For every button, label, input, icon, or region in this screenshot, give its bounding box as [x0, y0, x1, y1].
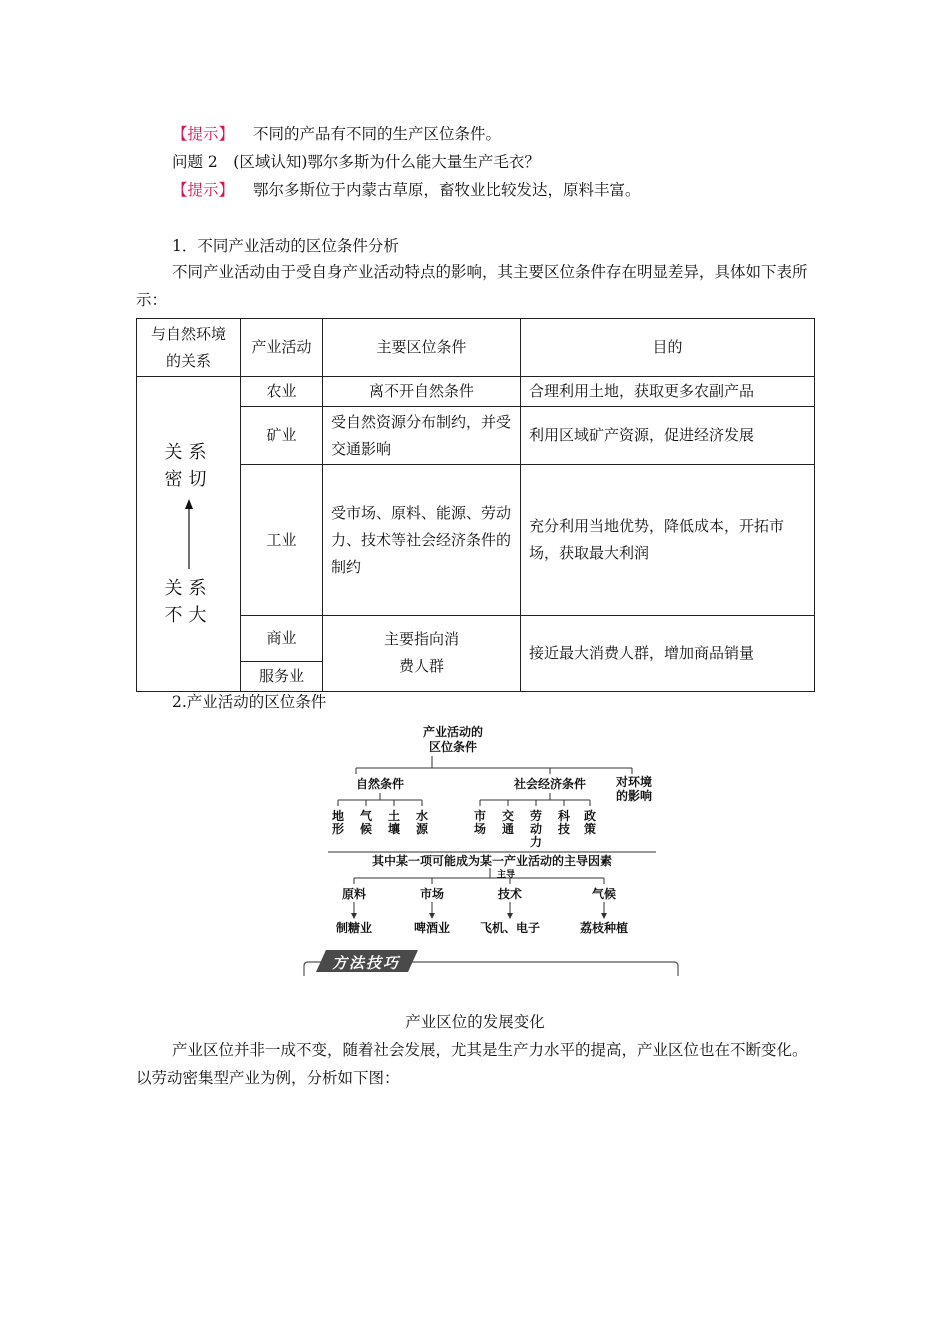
diagram-natural-item: 形: [331, 822, 345, 836]
diagram-social-item: 技: [557, 822, 571, 836]
tip-tag: 【提示】: [172, 181, 235, 199]
diagram-env-line-2: 的影响: [615, 789, 653, 803]
relation-bottom: 关系不大: [164, 578, 213, 627]
diagram-social-item: 策: [583, 822, 597, 836]
section-3-paragraph: 产业区位并非一成不变，随着社会发展，尤其是生产力水平的提高，产业区位也在不断变化。 以劳动密集型产业为例，分析如下图：: [136, 1041, 816, 1087]
row-agriculture-conditions: 离不开自然条件: [323, 377, 521, 407]
diagram-natural: 自然条件: [355, 777, 405, 791]
diagram-natural-item: 壤: [387, 822, 401, 836]
diagram-natural-item: 地: [331, 809, 345, 823]
section-2-title: 2.产业活动的区位条件: [172, 693, 327, 711]
diagram-social-item: 力: [529, 835, 543, 849]
location-conditions-table: [136, 318, 815, 692]
diagram-factor: 原料: [341, 887, 367, 901]
diagram-natural-item: 水: [415, 809, 429, 823]
tip-text: 不同的产品有不同的生产区位条件。: [252, 125, 501, 143]
diagram-dominant-label: 主导: [496, 870, 516, 880]
diagram-social-item: 场: [473, 822, 487, 836]
diagram-natural-item: 源: [415, 822, 429, 836]
row-mining-purpose: 利用区域矿产资源，促进经济发展: [521, 407, 815, 465]
row-industry-conditions: 受市场、原料、能源、劳动力、技术等社会经济条件的制约: [323, 465, 521, 615]
diagram-natural-item: 土: [387, 809, 401, 823]
row-mining-activity: 矿业: [241, 407, 323, 465]
row-industry-activity: 工业: [241, 465, 323, 615]
diagram-factor: 技术: [497, 887, 523, 901]
diagram-industry: 啤酒业: [413, 921, 451, 935]
relation-scale-cell: [137, 377, 241, 692]
header-purpose: 目的: [521, 319, 815, 377]
row-commerce-activity: 商业: [241, 615, 323, 661]
section-1-title: 1．不同产业活动的区位条件分析: [172, 237, 399, 255]
row-commerce-conditions: [323, 615, 521, 691]
diagram-root-line-2: 区位条件: [428, 740, 478, 754]
row-service-activity: 服务业: [241, 661, 323, 691]
header-activity: 产业活动: [241, 319, 323, 377]
method-tips-banner: [300, 946, 682, 982]
tip-1: [172, 124, 501, 144]
row-commerce-purpose: 接近最大消费人群，增加商品销量: [521, 615, 815, 691]
relation-top: 关系密切: [164, 442, 213, 491]
section-3-title: 产业区位的发展变化: [405, 1013, 545, 1031]
diagram-social-item: 市: [473, 809, 487, 823]
diagram-social-item: 通: [501, 822, 515, 836]
commerce-conditions-text: 主要指向消费人群: [383, 630, 459, 676]
diagram-industry: 飞机、电子: [479, 921, 541, 935]
diagram-social-item: 劳: [529, 809, 543, 823]
tip-text: 鄂尔多斯位于内蒙古草原，畜牧业比较发达，原料丰富。: [252, 181, 641, 199]
row-agriculture-purpose: 合理利用土地，获取更多农副产品: [521, 377, 815, 407]
diagram-natural-item: 候: [359, 822, 373, 836]
diagram-industry: 制糖业: [335, 921, 373, 935]
diagram-arrows: [354, 902, 604, 914]
diagram-social: 社会经济条件: [513, 777, 587, 791]
header-relation: 与自然环境的关系: [137, 319, 241, 377]
row-industry-purpose: 充分利用当地优势，降低成本，开拓市场，获取最大利润: [521, 465, 815, 615]
diagram-natural-item: 气: [359, 809, 373, 823]
diagram-social-item: 动: [529, 822, 543, 836]
header-conditions: 主要区位条件: [323, 319, 521, 377]
diagram-factor: 气候: [591, 887, 617, 901]
banner-text: 方法技巧: [331, 954, 401, 972]
row-mining-conditions: 受自然资源分布制约，并受交通影响: [323, 407, 521, 465]
diagram-root-line-1: 产业活动的: [422, 725, 484, 739]
diagram-social-item: 科: [557, 809, 571, 823]
section-1-paragraph: 不同产业活动由于受自身产业活动特点的影响，其主要区位条件存在明显差异，具体如下表所示：: [136, 263, 808, 309]
location-conditions-diagram: [320, 718, 670, 940]
diagram-industry: 荔枝种植: [579, 921, 629, 935]
row-agriculture-activity: 农业: [241, 377, 323, 407]
diagram-dominant-note: 其中某一项可能成为某一产业活动的主导因素: [371, 854, 613, 868]
diagram-env-line-1: 对环境: [615, 775, 653, 789]
diagram-factor: 市场: [419, 887, 445, 901]
question-2: 问题 2 (区域认知)鄂尔多斯为什么能大量生产毛衣？: [172, 153, 540, 171]
tip-tag: 【提示】: [172, 125, 235, 143]
diagram-social-item: 交: [501, 809, 515, 823]
up-arrow-icon: [183, 499, 195, 569]
tip-2: [172, 180, 640, 200]
diagram-social-item: 政: [583, 809, 597, 823]
